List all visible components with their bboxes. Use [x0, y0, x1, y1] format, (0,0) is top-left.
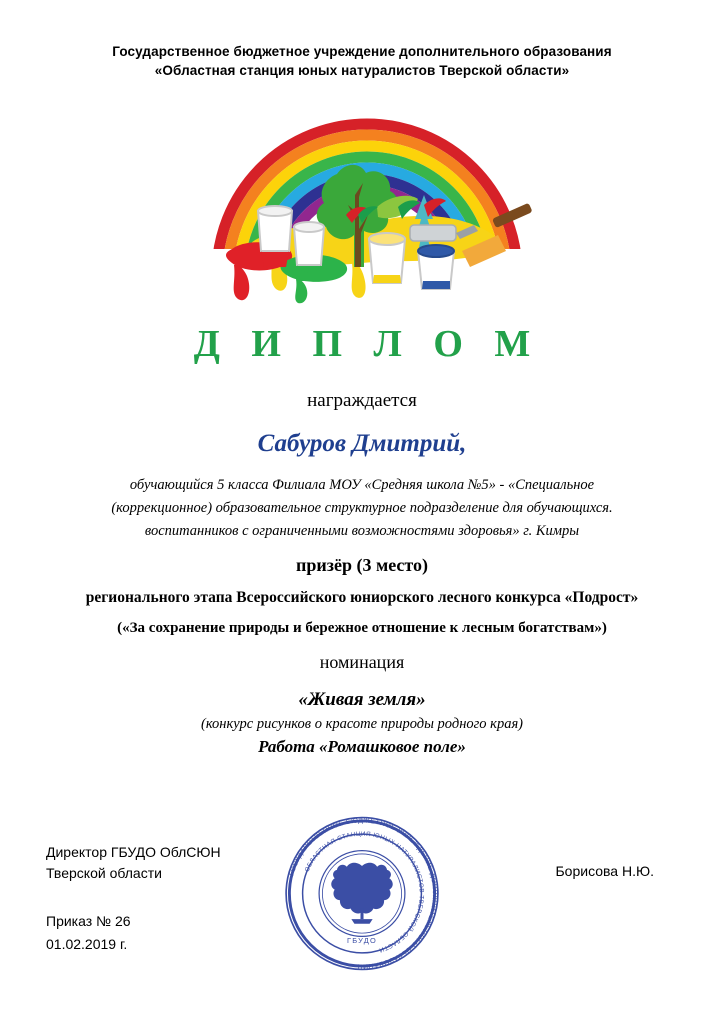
organization-header [0, 0, 724, 80]
recipient-description [62, 474, 662, 543]
order-date: 01.02.2019 г. [46, 936, 128, 952]
description-line-1: обучающийся 5 класса Филиала МОУ «Средняя школа №5» - «Специальное [129, 477, 595, 493]
nomination-name: «Живая земля» [298, 689, 426, 710]
signatory-position [46, 842, 221, 884]
nomination-label: номинация [319, 652, 405, 672]
description-line-2: (коррекционное) образовательное структурное подразделение для обучающихся. [111, 500, 613, 516]
organization-line-1: Государственное бюджетное учреждение дополнительного образования [112, 44, 612, 59]
competition-stage: регионального этапа Всероссийского юниорского лесного конкурса «Подрост» [85, 589, 639, 606]
signatory-position-line-2: Тверской области [46, 865, 162, 881]
work-name: Работа «Ромашковое поле» [258, 737, 466, 756]
stamp-inner-text: ГБУДО [346, 936, 378, 945]
signatory-position-line-1: Директор ГБУДО ОблСЮН [46, 844, 221, 860]
order-number: Приказ № 26 [46, 913, 131, 929]
award-place: призёр (3 место) [295, 555, 429, 575]
organization-line-2: «Областная станция юных натуралистов Тверской области» [154, 63, 570, 78]
nomination-note: (конкурс рисунков о красоте природы родного края) [200, 716, 524, 732]
paint-rainbow-tree-emblem [162, 99, 562, 304]
signatory-name: Борисова Н.Ю. [555, 863, 654, 879]
description-line-3: воспитанников с ограниченными возможностями здоровья» г. Кимры [144, 523, 580, 539]
recipient-name: Сабуров Дмитрий, [257, 430, 467, 457]
svg-text:ОБЛАСТНАЯ СТАНЦИЯ ЮНЫХ НАТУРАЛ: ОБЛАСТНАЯ СТАНЦИЯ ЮНЫХ НАТУРАЛИСТОВ ТВЕРСКОЙ ОБЛАСТИ [303, 830, 425, 954]
svg-text:ГОСУДАРСТВЕННОЕ БЮДЖЕТНОЕ УЧРЕ: ГОСУДАРСТВЕННОЕ БЮДЖЕТНОЕ УЧРЕЖДЕНИЕ ДОПОЛНИТЕЛЬНОГО ОБРАЗОВАНИЯ [288, 817, 438, 970]
official-round-stamp [280, 811, 445, 976]
emblem-container [0, 96, 724, 306]
awarded-label: награждается [307, 390, 417, 411]
competition-subtitle: («За сохранение природы и бережное отношение к лесным богатствам») [117, 620, 607, 636]
page-title: Д И П Л О М [193, 323, 542, 365]
